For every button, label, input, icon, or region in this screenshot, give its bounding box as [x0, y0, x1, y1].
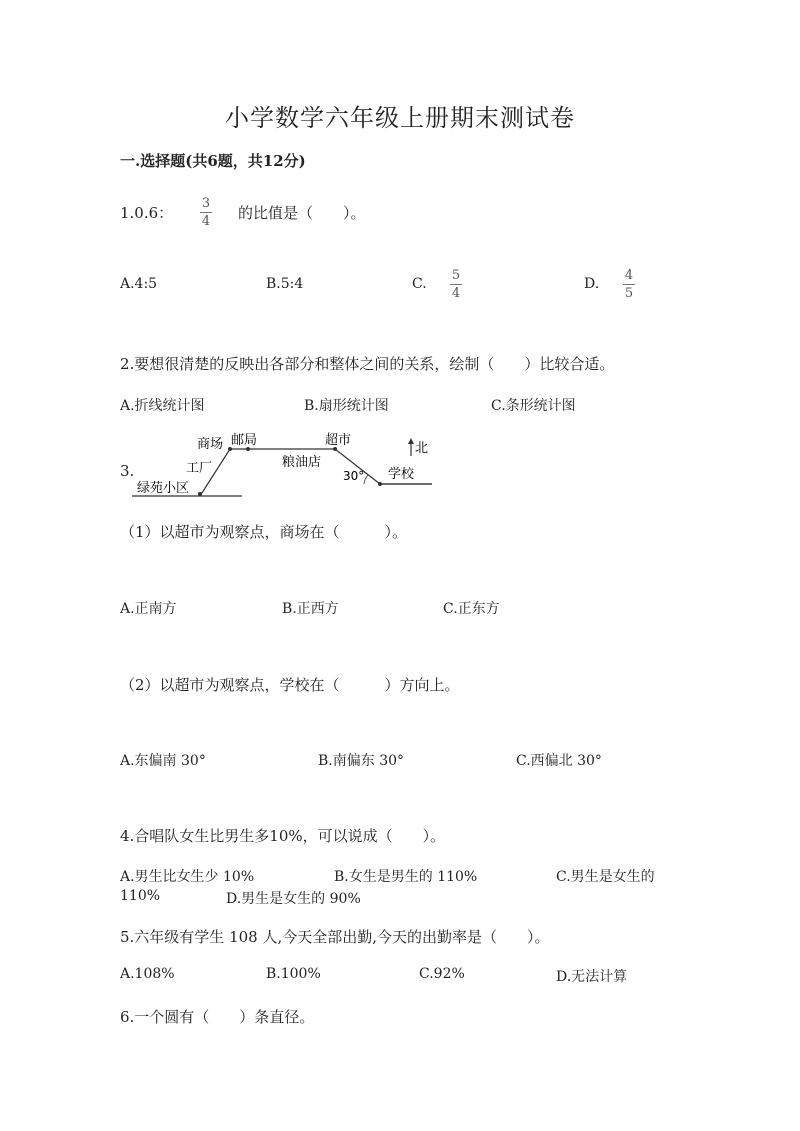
q5-option-a[interactable]: A.108% — [120, 966, 175, 982]
q4-option-b[interactable]: B.女生是男生的 110% — [334, 869, 478, 885]
map-label-school: 学校 — [388, 467, 415, 482]
map-label-mall: 商场 — [197, 437, 224, 452]
q1-option-b[interactable]: B.5:4 — [266, 276, 304, 292]
fraction-denominator: 5 — [624, 286, 634, 301]
q1-option-c[interactable]: C. — [412, 276, 427, 292]
q3-sub2-option-b[interactable]: B.南偏东 30° — [318, 753, 405, 769]
map-label-supermarket: 超市 — [325, 433, 352, 448]
q5-option-d[interactable]: D.无法计算 — [556, 969, 628, 985]
map-label-post-office: 邮局 — [231, 433, 258, 448]
q3-sub1-text: （1）以超市为观察点，商场在（ ）。 — [120, 523, 408, 541]
q4-option-c[interactable]: C.男生是女生的 — [556, 869, 655, 885]
q1-option-c-fraction — [450, 268, 462, 301]
q1-option-a[interactable]: A.4:5 — [120, 276, 158, 292]
q1-suffix: 的比值是（ ）。 — [238, 204, 366, 222]
q1-prefix: 1.0.6： — [120, 204, 174, 222]
q5-text: 5.六年级有学生 108 人,今天全部出勤,今天的出勤率是（ ）。 — [120, 928, 550, 946]
fraction-bar — [623, 284, 635, 285]
q6-text: 6.一个圆有（ ）条直径。 — [120, 1008, 315, 1026]
page-title: 小学数学六年级上册期末测试卷 — [225, 104, 575, 132]
fraction-bar — [450, 284, 462, 285]
q3-sub1-option-c[interactable]: C.正东方 — [443, 601, 500, 617]
q3-sub1-option-a[interactable]: A.正南方 — [120, 601, 177, 617]
q5-option-c[interactable]: C.92% — [419, 966, 465, 982]
map-label-grain-store: 粮油店 — [282, 455, 322, 470]
q2-option-c[interactable]: C.条形统计图 — [491, 398, 576, 414]
map-label-factory: 工厂 — [186, 461, 213, 476]
q3-sub1-option-b[interactable]: B.正西方 — [282, 601, 339, 617]
fraction-denominator: 4 — [451, 286, 461, 301]
q2-option-a[interactable]: A.折线统计图 — [120, 398, 205, 414]
q1-fraction-numerator: 3 — [201, 196, 211, 211]
fraction-bar — [200, 212, 212, 213]
q4-text: 4.合唱队女生比男生多10%，可以说成（ ）。 — [120, 827, 446, 845]
q1-fraction — [200, 196, 212, 229]
q2-text: 2.要想很清楚的反映出各部分和整体之间的关系，绘制（ ）比较合适。 — [120, 355, 615, 373]
map-label-angle: 30° — [343, 469, 365, 483]
q3-number: 3. — [120, 462, 135, 480]
location-map-diagram — [132, 428, 436, 500]
q4-option-c-continued: 110% — [120, 888, 161, 904]
q2-option-b[interactable]: B.扇形统计图 — [304, 398, 389, 414]
q1-option-d[interactable]: D. — [584, 276, 600, 292]
q1-option-d-fraction — [623, 268, 635, 301]
q3-sub2-option-a[interactable]: A.东偏南 30° — [120, 753, 206, 769]
map-label-north: 北 — [415, 441, 429, 456]
map-label-community: 绿苑小区 — [137, 481, 190, 496]
q1-fraction-denominator: 4 — [201, 214, 211, 229]
q4-option-a[interactable]: A.男生比女生少 10% — [120, 869, 255, 885]
fraction-numerator: 5 — [451, 268, 461, 283]
section-heading: 一.选择题(共6题，共12分) — [120, 152, 306, 170]
q4-option-d[interactable]: D.男生是女生的 90% — [226, 891, 361, 907]
q3-sub2-option-c[interactable]: C.西偏北 30° — [516, 753, 602, 769]
q3-sub2-text: （2）以超市为观察点，学校在（ ）方向上。 — [120, 676, 460, 694]
q5-option-b[interactable]: B.100% — [266, 966, 321, 982]
fraction-numerator: 4 — [624, 268, 634, 283]
